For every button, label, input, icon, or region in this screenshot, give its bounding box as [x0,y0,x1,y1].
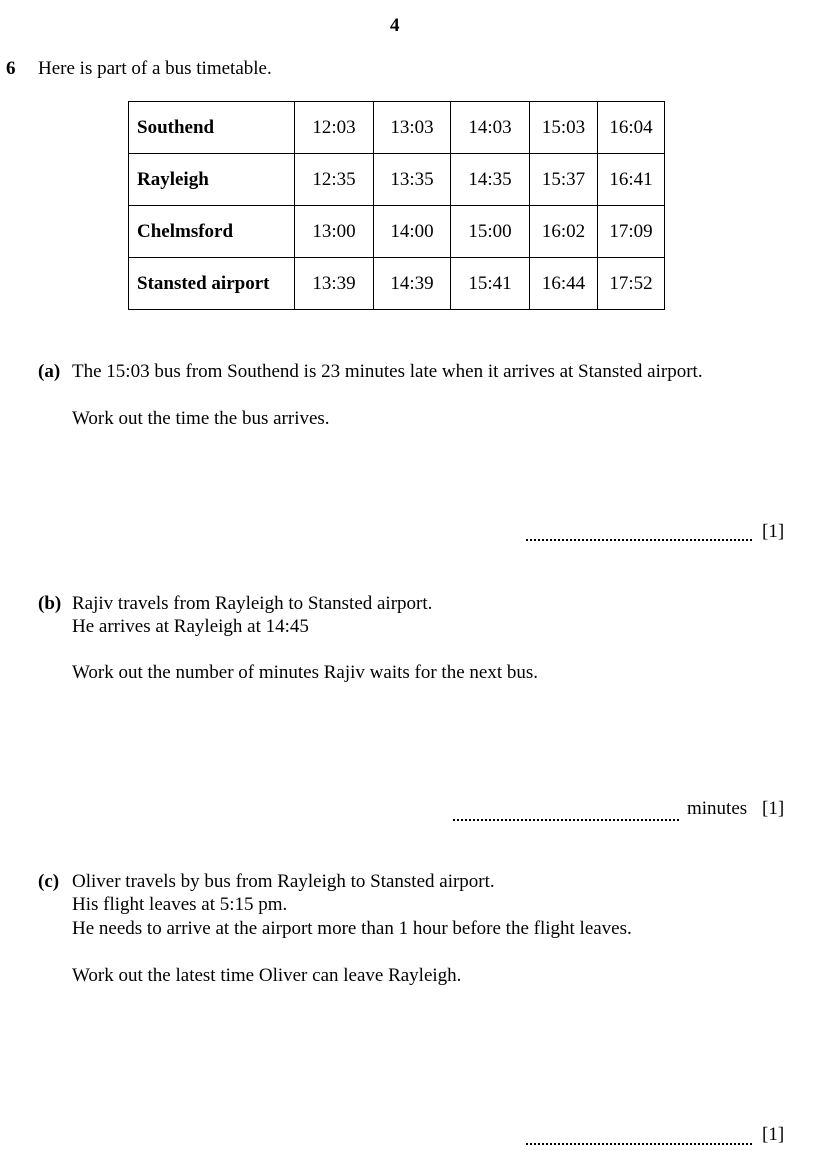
time-cell: 15:37 [530,154,598,206]
time-cell: 13:03 [374,102,451,154]
question-number: 6 [6,58,16,79]
page-number: 4 [390,15,400,36]
answer-line-a[interactable] [526,539,752,541]
part-b-instruction: Work out the number of minutes Rajiv waits for the next bus. [72,662,539,683]
table-row [129,206,665,258]
time-cell: 14:35 [451,154,530,206]
part-b-marks: [1] [762,798,785,819]
part-c-marks: [1] [762,1124,785,1145]
time-cell: 13:39 [295,258,374,310]
part-c-text-3: He needs to arrive at the airport more than 1 hour before the flight leaves. [72,918,632,939]
time-cell: 17:52 [598,258,665,310]
part-b-unit: minutes [687,798,748,819]
question-intro: Here is part of a bus timetable. [38,58,272,79]
time-cell: 16:41 [598,154,665,206]
time-cell: 17:09 [598,206,665,258]
time-cell: 12:35 [295,154,374,206]
stop-name: Rayleigh [129,154,295,206]
time-cell: 14:00 [374,206,451,258]
time-cell: 16:02 [530,206,598,258]
time-cell: 14:39 [374,258,451,310]
answer-line-b[interactable] [453,819,679,821]
part-a-text: The 15:03 bus from Southend is 23 minutes late when it arrives at Stansted airport. [72,361,703,382]
table-row [129,258,665,310]
part-a-marks: [1] [762,521,785,542]
time-cell: 12:03 [295,102,374,154]
time-cell: 13:35 [374,154,451,206]
time-cell: 16:44 [530,258,598,310]
time-cell: 15:00 [451,206,530,258]
part-b-text-1: Rajiv travels from Rayleigh to Stansted airport. [72,593,433,614]
stop-name: Stansted airport [129,258,295,310]
part-b-label: (b) [38,593,62,614]
stop-name: Chelmsford [129,206,295,258]
part-a-instruction: Work out the time the bus arrives. [72,408,330,429]
time-cell: 16:04 [598,102,665,154]
time-cell: 14:03 [451,102,530,154]
part-c-instruction: Work out the latest time Oliver can leave Rayleigh. [72,965,462,986]
time-cell: 13:00 [295,206,374,258]
bus-timetable [128,101,665,310]
part-a-label: (a) [38,361,61,382]
part-b-text-2: He arrives at Rayleigh at 14:45 [72,616,309,637]
answer-line-c[interactable] [526,1143,752,1145]
table-row [129,154,665,206]
time-cell: 15:03 [530,102,598,154]
table-row [129,102,665,154]
part-c-label: (c) [38,871,60,892]
time-cell: 15:41 [451,258,530,310]
stop-name: Southend [129,102,295,154]
part-c-text-2: His flight leaves at 5:15 pm. [72,894,288,915]
part-c-text-1: Oliver travels by bus from Rayleigh to Stansted airport. [72,871,495,892]
